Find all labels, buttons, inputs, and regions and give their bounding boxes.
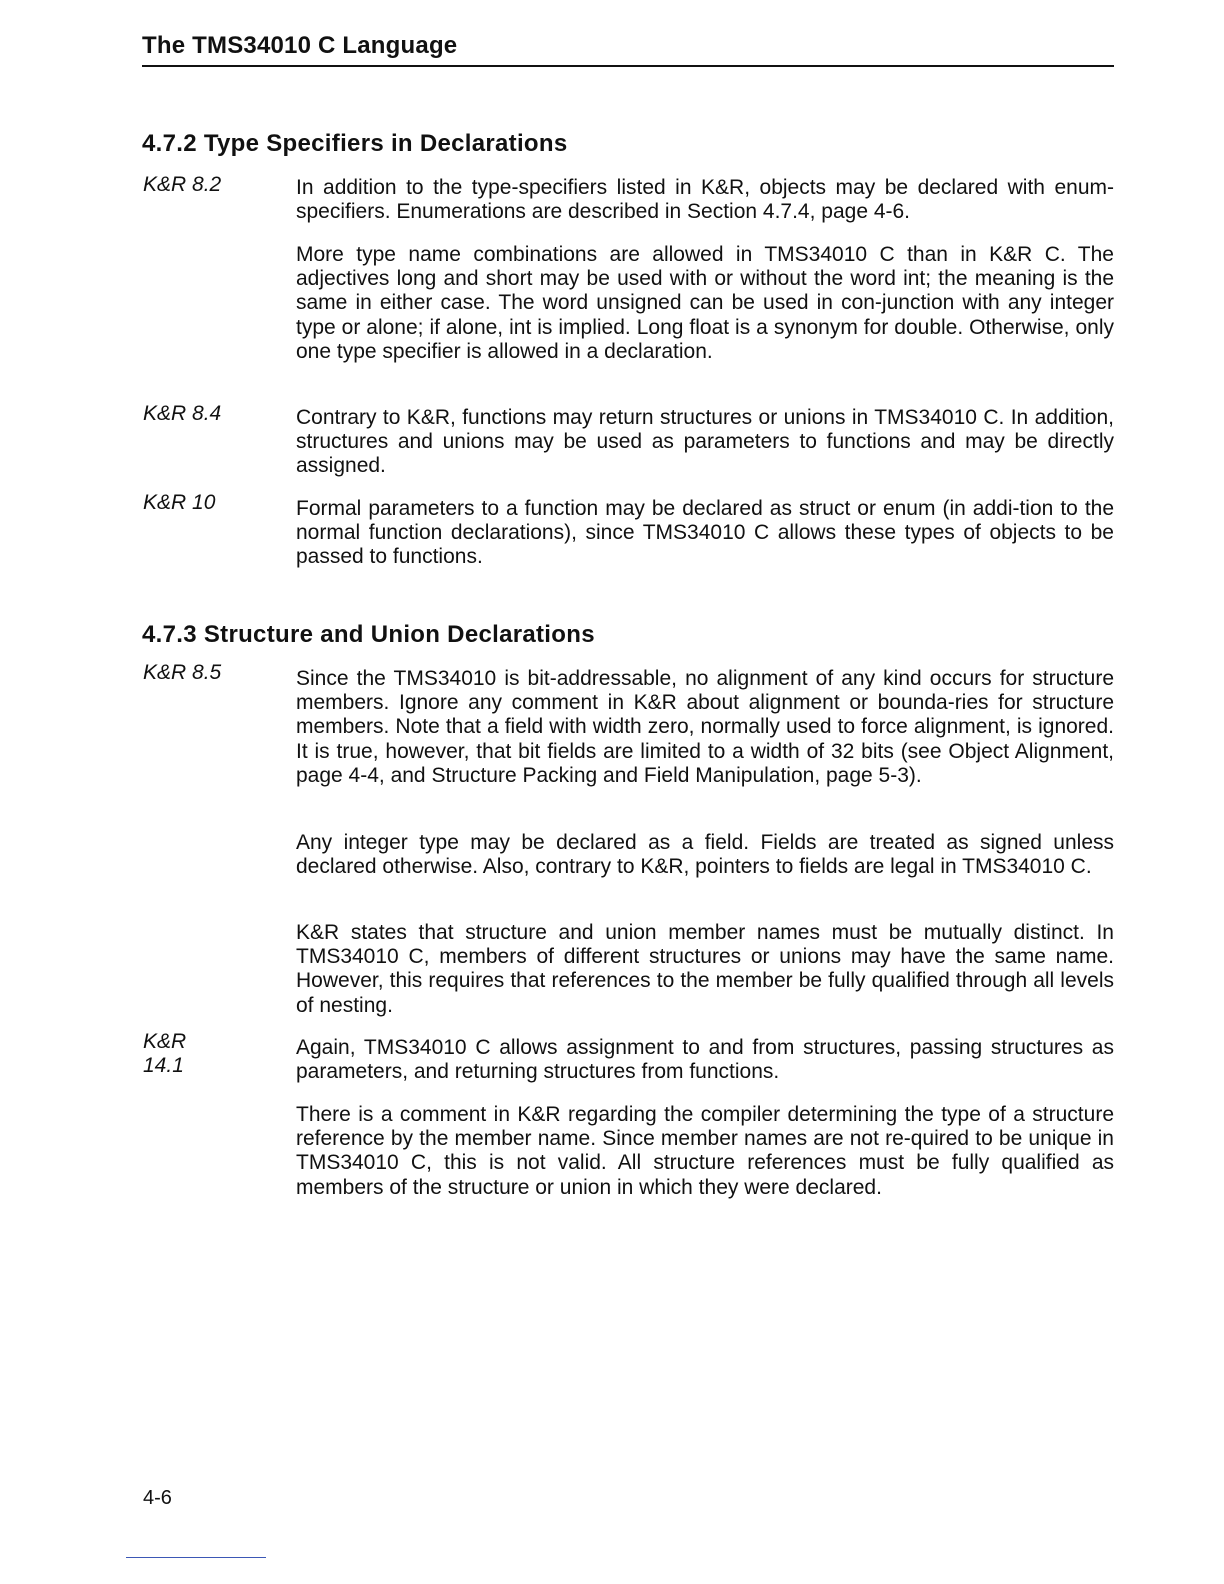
keyword-emphasis: enum <box>882 497 936 520</box>
text-run: can be used in con-junction with any <box>681 291 1050 315</box>
kr-reference: K&R 10 <box>143 491 216 514</box>
text-run: K&R states that structure and union member names must be mutually distinct. In TMS34010 C, members of different structures or unions may have the same name. However, this requires that references to the member be fully qualified through all levels of nesting. <box>296 921 1114 1017</box>
section-heading-4-7-3: 4.7.3 Structure and Union Declarations <box>142 621 595 648</box>
keyword-emphasis: long <box>396 267 437 291</box>
text-run: may be used with or without the word <box>532 267 904 291</box>
keyword-emphasis: struct <box>798 497 851 520</box>
paragraph <box>296 243 1114 364</box>
paragraph <box>296 176 1114 224</box>
text-run: is a synonym for <box>729 315 895 339</box>
text-run: Formal parameters to a function may be declared as <box>296 497 799 520</box>
paragraph <box>296 831 1114 879</box>
text-run: There is a comment in K&R regarding the compiler determining the type of a structure reference by the member name. Since member names are not re-quired to be unique in TMS34010 C, this is not valid. All structure references must be fully qualified as members of the structure or union in which they were declared. <box>296 1103 1114 1199</box>
text-run: or <box>850 497 883 520</box>
text-run: More type name combinations are allowed in TMS34010 C than in K&R C. The adjectives <box>296 243 1114 291</box>
keyword-emphasis: int <box>509 315 532 339</box>
keyword-emphasis: int <box>903 267 926 291</box>
text-run: Since the TMS34010 is bit-addressable, no alignment of any kind occurs for structure members. Ignore any comment in K&R about alignment or bounda-ries for structure members. Note that a field with width zero, normally used to force alignment, is ignored. It is true, however, that bit fields are limited to a width of 32 bits (see Object Alignment, page 4-4, and Structure Packing and Field Manipulation, page 5-3). <box>296 667 1114 787</box>
paragraph <box>296 921 1114 1018</box>
text-run: Contrary to K&R, functions may return structures or unions in TMS34010 C. In addition, structures and unions may be used as parameters to functions and may be directly assigned. <box>296 406 1114 478</box>
text-run: type or alone; if alone, <box>296 315 510 339</box>
text-run: (in addi-tion to the normal function declarations), since TMS34010 C allows these types of objects to be passed to functions. <box>296 497 1115 569</box>
text-run: is implied. <box>531 315 637 339</box>
text-run: In addition to the type-specifiers listed in K&R, objects may be declared with enum-specifiers. Enumerations are described in Section 4.7.4, page 4-6. <box>296 176 1114 224</box>
text-run: and <box>436 267 486 291</box>
page-number: 4-6 <box>143 1487 172 1509</box>
keyword-emphasis: double <box>894 315 958 339</box>
keyword-emphasis: unsigned <box>596 291 682 315</box>
paragraph <box>296 406 1114 479</box>
header-rule <box>142 65 1114 67</box>
emphasized-text: allows assignment to and from structures, passing structures as parameters, and returning structures from functions. <box>296 1036 1114 1084</box>
keyword-emphasis: short <box>485 267 533 291</box>
paragraph <box>296 497 1114 570</box>
kr-reference: K&R 8.4 <box>143 402 222 425</box>
section-heading-4-7-2: 4.7.2 Type Specifiers in Declarations <box>142 130 568 157</box>
kr-reference: K&R 8.2 <box>143 173 222 196</box>
keyword-emphasis: Long float <box>636 315 730 339</box>
text-run: Again, TMS34010 C <box>296 1036 500 1059</box>
page-header-title: The TMS34010 C Language <box>142 32 458 59</box>
bottom-divider <box>126 1557 266 1558</box>
keyword-emphasis: integer <box>1049 291 1114 315</box>
kr-reference: K&R 14.1 <box>143 1030 187 1077</box>
kr-reference: K&R 8.5 <box>143 661 222 684</box>
paragraph <box>296 667 1114 788</box>
paragraph <box>296 1103 1114 1200</box>
text-run: ; the meaning is the same in either case. The word <box>296 267 1115 315</box>
text-run: Any integer type may be declared as a field. Fields are treated as signed unless declared otherwise. Also, contrary to K&R, pointers to fields are legal in TMS34010 C. <box>296 831 1114 879</box>
paragraph <box>296 1036 1114 1084</box>
text-run: . Otherwise, only one type specifier is allowed in a declaration. <box>296 315 1114 363</box>
